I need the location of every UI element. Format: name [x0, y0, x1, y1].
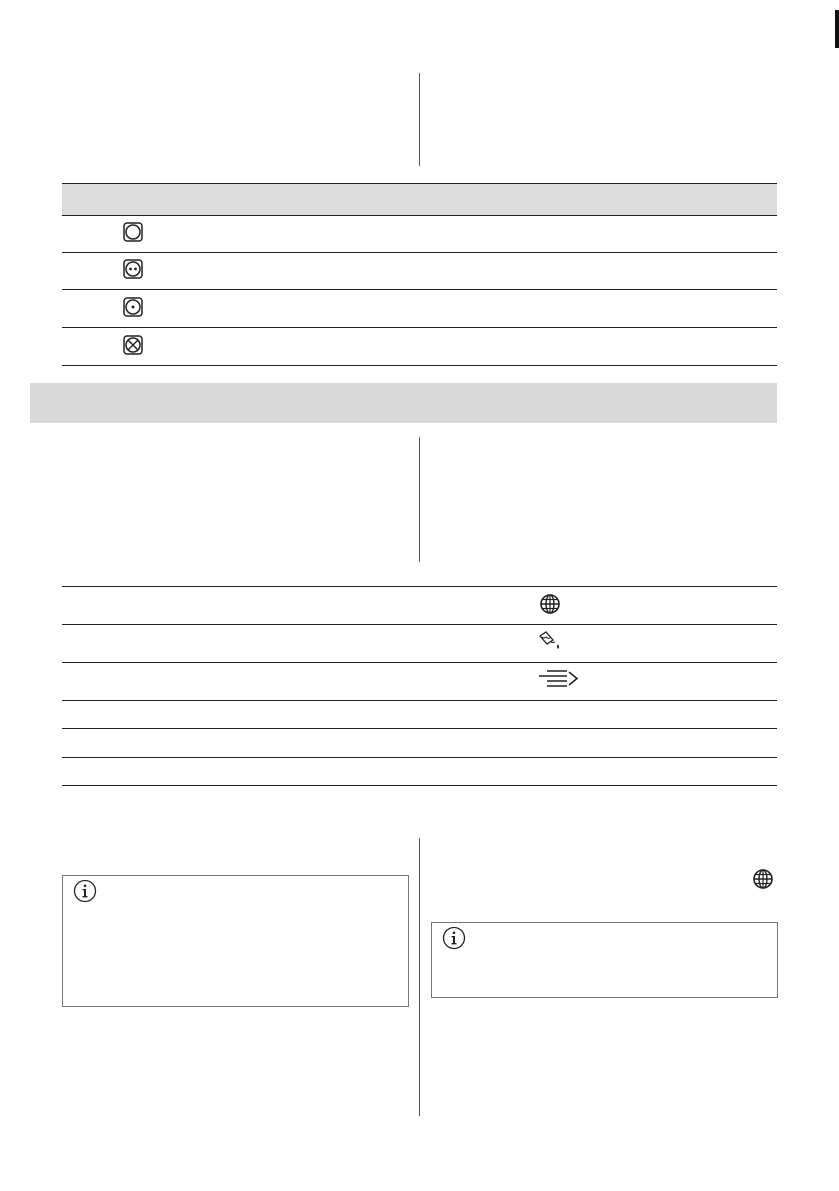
- symbol-table-header: [62, 183, 777, 216]
- row-rule: [62, 662, 777, 663]
- row-rule: [62, 289, 777, 290]
- column-divider-bottom: [419, 838, 420, 1116]
- section-heading-bar: [30, 383, 777, 423]
- row-rule: [62, 252, 777, 253]
- row-rule: [62, 327, 777, 328]
- edge-tab-marker: [835, 10, 839, 48]
- square-circle-crossed-icon: [122, 334, 144, 356]
- note-box: [62, 875, 409, 1007]
- globe-grid-icon: [539, 593, 561, 615]
- pour-drop-icon: [537, 630, 563, 652]
- square-circle-one-dot-icon: [122, 296, 144, 318]
- row-rule: [62, 624, 777, 625]
- row-rule: [62, 757, 777, 758]
- column-divider-top: [419, 73, 420, 166]
- table-top-rule: [62, 586, 777, 587]
- row-rule: [62, 365, 777, 366]
- globe-grid-icon: [752, 868, 774, 890]
- table-bottom-rule: [62, 785, 777, 786]
- info-icon: [442, 926, 466, 950]
- row-rule: [62, 700, 777, 701]
- lines-arrow-icon: [537, 668, 579, 690]
- column-divider-middle: [419, 437, 420, 562]
- square-circle-icon: [122, 221, 144, 243]
- note-box: [431, 922, 778, 998]
- square-circle-two-dots-icon: [122, 258, 144, 280]
- row-rule: [62, 728, 777, 729]
- info-icon: [73, 879, 97, 903]
